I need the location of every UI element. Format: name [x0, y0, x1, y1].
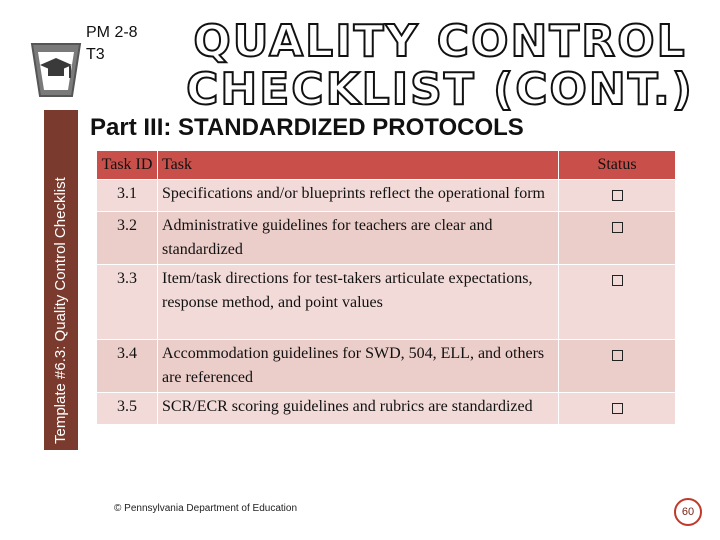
page-title-line1: QUALITY CONTROL [193, 16, 687, 67]
task-description: Item/task directions for test-takers articulate expectations, response method, and point values [158, 265, 559, 340]
status-cell [559, 180, 676, 212]
status-cell [559, 393, 676, 425]
keystone-logo-icon [26, 38, 86, 102]
checkbox-icon[interactable] [612, 350, 623, 361]
pm-label [86, 22, 138, 66]
task-description: Accommodation guidelines for SWD, 504, ELL, and others are referenced [158, 340, 559, 393]
checkbox-icon[interactable] [612, 190, 623, 201]
task-id: 3.2 [97, 212, 158, 265]
pm-label-line1: PM 2-8 [86, 24, 138, 41]
pm-label-line2: T3 [86, 46, 105, 63]
status-cell [559, 212, 676, 265]
header-task-id: Task ID [97, 151, 158, 180]
table-row [97, 265, 676, 340]
page-title-line2: CHECKLIST (CONT.) [186, 64, 694, 115]
table-row [97, 212, 676, 265]
header-task: Task [158, 151, 559, 180]
task-id: 3.1 [97, 180, 158, 212]
task-description: SCR/ECR scoring guidelines and rubrics are standardized [158, 393, 559, 425]
task-id: 3.3 [97, 265, 158, 340]
checklist-table [96, 150, 676, 425]
status-cell [559, 265, 676, 340]
copyright-footer: © Pennsylvania Department of Education [114, 503, 298, 514]
sidebar [0, 0, 80, 540]
page-title [180, 18, 700, 114]
checkbox-icon[interactable] [612, 222, 623, 233]
checkbox-icon[interactable] [612, 403, 623, 414]
task-id: 3.5 [97, 393, 158, 425]
table-row [97, 393, 676, 425]
template-label: Template #6.3: Quality Control Checklist [52, 177, 69, 444]
table-row [97, 180, 676, 212]
page-number-badge: 60 [674, 498, 702, 526]
checkbox-icon[interactable] [612, 275, 623, 286]
header-status: Status [559, 151, 676, 180]
section-subtitle: Part III: STANDARDIZED PROTOCOLS [90, 114, 524, 141]
task-description: Administrative guidelines for teachers are clear and standardized [158, 212, 559, 265]
status-cell [559, 340, 676, 393]
table-row [97, 340, 676, 393]
table-header-row [97, 151, 676, 180]
task-id: 3.4 [97, 340, 158, 393]
task-description: Specifications and/or blueprints reflect the operational form [158, 180, 559, 212]
